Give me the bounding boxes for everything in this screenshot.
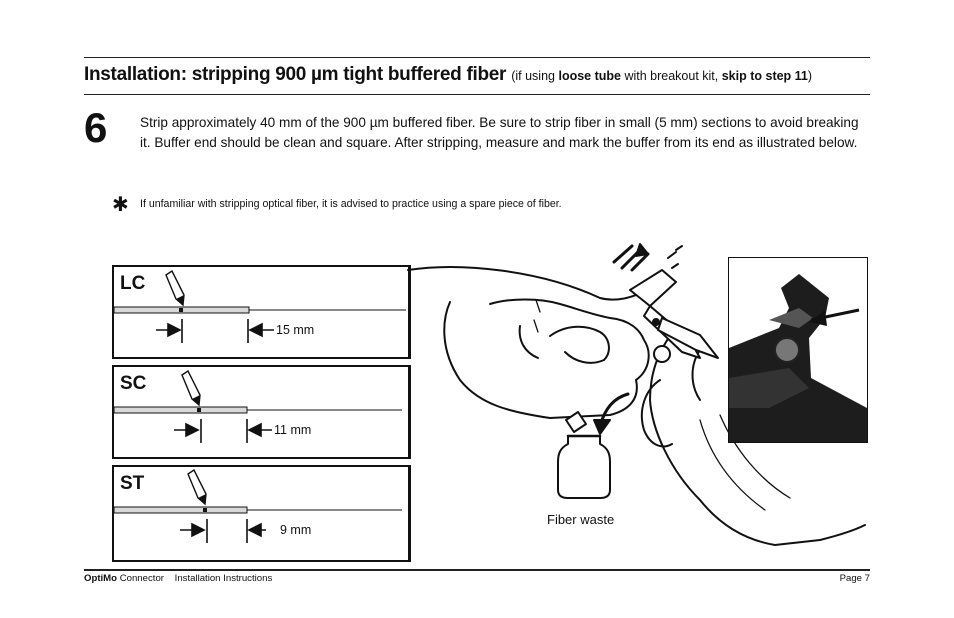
stripper-jaw-closeup (729, 258, 867, 442)
brand-name: OptiMo (84, 573, 118, 584)
st-measure-box (112, 465, 411, 562)
title-main: Installation: stripping 900 µm tight buffered fiber (84, 64, 507, 85)
lc-measure-box (112, 265, 411, 359)
buffer-strip (114, 507, 247, 513)
stripper-closeup-inset (728, 257, 868, 443)
lc-diagram (114, 267, 408, 357)
measure-st: 9 mm (280, 523, 312, 537)
pencil-icon (166, 271, 184, 305)
connector-label-st: ST (120, 473, 145, 494)
footer-rule (84, 569, 870, 571)
connector-label-lc: LC (120, 273, 146, 294)
fiber-stripper-icon (630, 270, 718, 362)
footer-doc-info: OptiMo Connector Installation Instructions (84, 573, 273, 584)
top-rule (84, 57, 870, 58)
note-asterisk-icon: ✱ (112, 192, 129, 216)
mark-dot (179, 308, 183, 312)
mark-dot (197, 408, 201, 412)
practice-note: If unfamiliar with stripping optical fiber, it is advised to practice using a spare piece of fiber. (140, 198, 562, 210)
buffer-strip (114, 407, 247, 413)
sc-diagram (114, 367, 408, 457)
pencil-icon (182, 371, 200, 405)
connector-label-sc: SC (120, 373, 147, 394)
step-instruction: Strip approximately 40 mm of the 900 µm buffered fiber. Be sure to strip fiber in small (5 mm) sections to avoid breaking it. Buffer end should be clean and square. After stripping, measure and mark the buffer from its end as illustrated below. (140, 115, 859, 150)
title-rule (84, 94, 870, 95)
fiber-line (408, 267, 636, 300)
loose-tube-label: loose tube (558, 69, 621, 83)
mark-dot (203, 508, 207, 512)
st-diagram (114, 467, 408, 560)
title-subnote: (if using loose tube with breakout kit, skip to step 11) (511, 69, 813, 83)
pencil-icon (188, 470, 206, 504)
section-title (84, 64, 874, 86)
doc-title: Installation Instructions (174, 573, 273, 584)
fiber-waste-label: Fiber waste (547, 512, 615, 527)
skip-step-label: skip to step 11 (721, 69, 808, 83)
measure-sc: 11 mm (274, 423, 312, 437)
page-number: Page 7 (839, 573, 870, 584)
sc-measure-box (112, 365, 411, 459)
step-number: 6 (84, 104, 108, 151)
measure-lc: 15 mm (276, 323, 315, 337)
fiber-waste-bottle-icon (558, 394, 628, 498)
